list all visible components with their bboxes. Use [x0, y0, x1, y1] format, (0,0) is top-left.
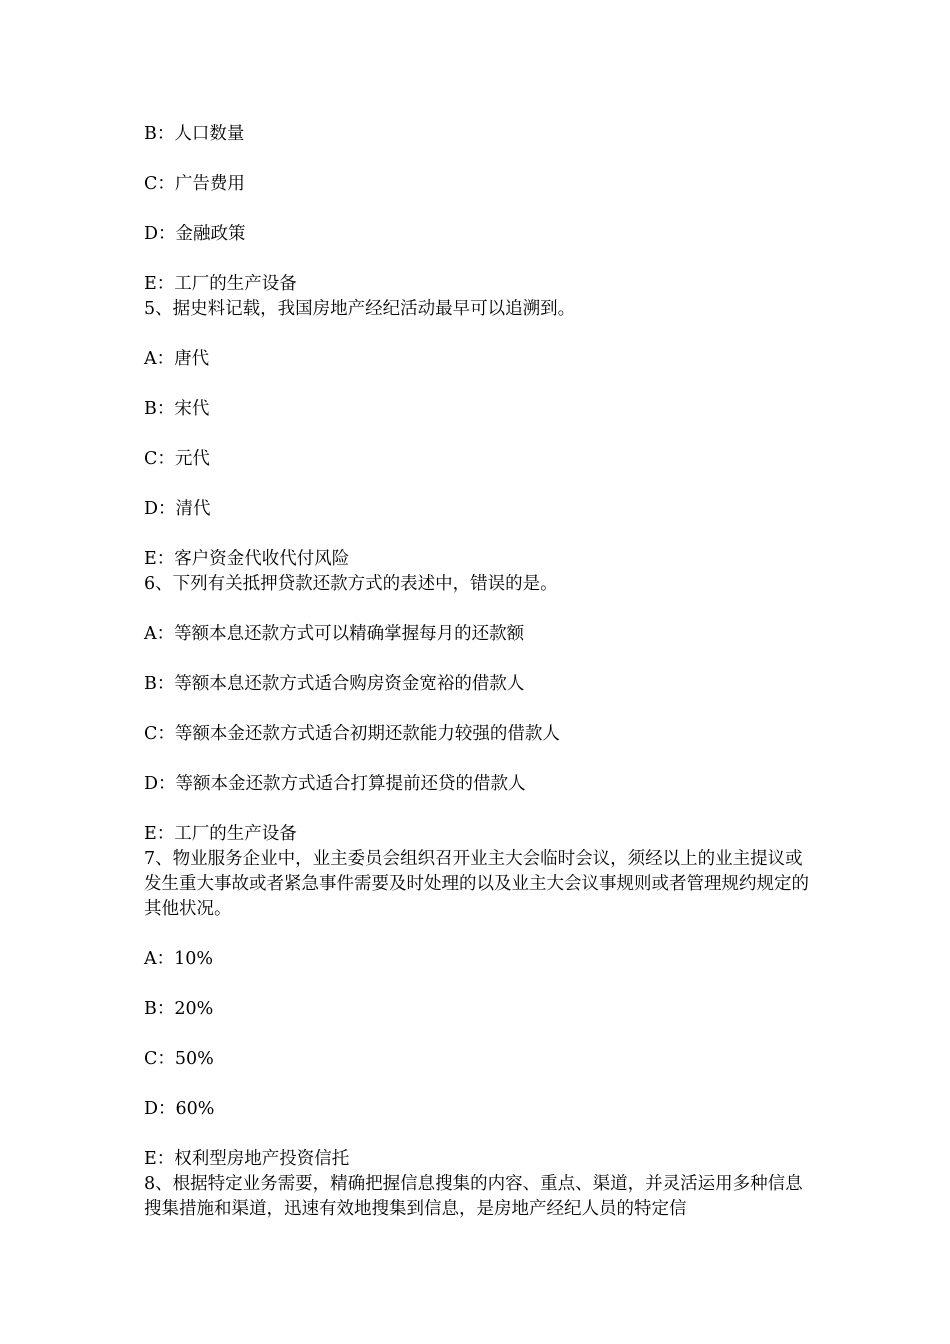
question-8: 8、根据特定业务需要，精确把握信息搜集的内容、重点、渠道，并灵活运用多种信息搜集措施和渠道，迅速有效地搜集到信息，是房地产经纪人员的特定信	[144, 1174, 803, 1219]
option-6b: B：等额本息还款方式适合购房资金宽裕的借款人	[144, 674, 525, 694]
option-4c: C：广告费用	[144, 174, 245, 194]
option-5a: A：唐代	[144, 349, 210, 369]
option-7a: A：10%	[144, 949, 214, 969]
option-5b: B：宋代	[144, 399, 210, 419]
option-4e: E：工厂的生产设备	[144, 274, 297, 294]
option-4b: B：人口数量	[144, 124, 245, 144]
option-6a: A：等额本息还款方式可以精确掌握每月的还款额	[144, 624, 525, 644]
option-5c: C：元代	[144, 449, 210, 469]
option-7b: B：20%	[144, 999, 214, 1019]
option-7e: E：权利型房地产投资信托	[144, 1149, 350, 1169]
option-5e: E：客户资金代收代付风险	[144, 549, 350, 569]
option-6c: C：等额本金还款方式适合初期还款能力较强的借款人	[144, 724, 560, 744]
option-7c: C：50%	[144, 1049, 214, 1069]
option-4d: D：金融政策	[144, 224, 246, 244]
question-7: 7、物业服务企业中，业主委员会组织召开业主大会临时会议，须经以上的业主提议或发生重大事故或者紧急事件需要及时处理的以及业主大会议事规则或者管理规约规定的其他状况。	[144, 849, 809, 919]
option-5d: D：清代	[144, 499, 211, 519]
option-7d: D：60%	[144, 1099, 215, 1119]
option-6d: D：等额本金还款方式适合打算提前还贷的借款人	[144, 774, 526, 794]
question-5: 5、据史料记载，我国房地产经纪活动最早可以追溯到。	[144, 299, 576, 319]
document-page	[144, 122, 814, 1247]
option-6e: E：工厂的生产设备	[144, 824, 297, 844]
question-6: 6、下列有关抵押贷款还款方式的表述中，错误的是。	[144, 574, 558, 594]
